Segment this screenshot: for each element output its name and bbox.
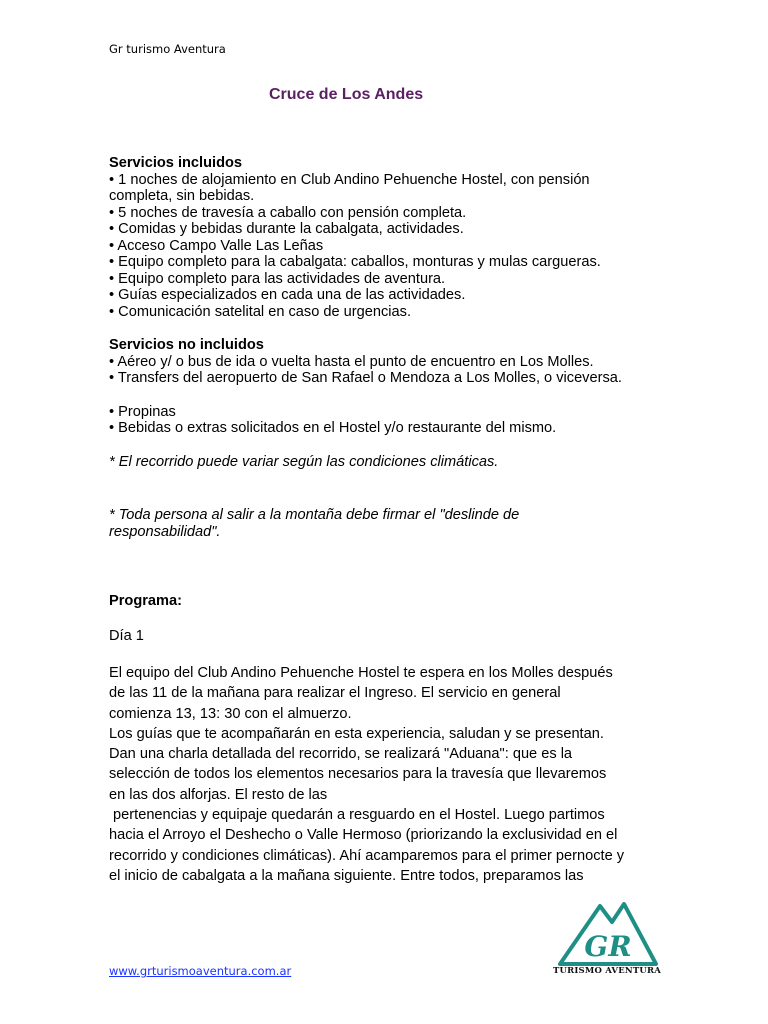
- program-paragraph: [109, 663, 669, 886]
- list-item: • Equipo completo para la cabalgata: caballos, monturas y mulas cargueras.: [109, 254, 601, 270]
- website-link[interactable]: www.grturismoaventura.com.ar: [109, 964, 292, 978]
- note-weather: * El recorrido puede variar según las condiciones climáticas.: [109, 453, 499, 470]
- list-item: • Comunicación satelital en caso de urgencias.: [109, 303, 412, 320]
- paragraph-line: Dan una charla detallada del recorrido, se realizará "Aduana": que es la: [109, 746, 573, 763]
- program-heading: Programa:: [109, 593, 182, 609]
- included-list: [109, 172, 669, 321]
- paragraph-line: Los guías que te acompañarán en esta experiencia, saludan y se presentan.: [109, 725, 604, 742]
- list-item: • Guías especializados en cada una de las actividades.: [109, 287, 466, 303]
- program-day: Día 1: [109, 627, 144, 644]
- paragraph-line: comienza 13, 13: 30 con el almuerzo.: [109, 705, 352, 722]
- note-line: responsabilidad".: [109, 523, 221, 540]
- paragraph-line: recorrido y condiciones climáticas). Ahí acamparemos para el primer pernocte y: [109, 847, 625, 864]
- paragraph-line: de las 11 de la mañana para realizar el Ingreso. El servicio en general: [109, 685, 561, 702]
- paragraph-line: en las dos alforjas. El resto de las: [109, 786, 328, 803]
- paragraph-line: selección de todos los elementos necesarios para la travesía que llevaremos: [109, 766, 607, 783]
- gr-logo: [552, 900, 662, 982]
- paragraph-line: el inicio de cabalgata a la mañana siguiente. Entre todos, preparamos las: [109, 867, 584, 884]
- document-body: [109, 155, 669, 886]
- page-header: Gr turismo Aventura: [109, 42, 226, 56]
- not-included-heading: Servicios no incluidos: [109, 337, 264, 353]
- logo-letters: GR: [584, 930, 632, 963]
- paragraph-line: pertenencias y equipaje quedarán a resguardo en el Hostel. Luego partimos: [109, 807, 605, 824]
- paragraph-line: El equipo del Club Andino Pehuenche Hostel te espera en los Molles después: [109, 665, 613, 681]
- note-line: * Toda persona al salir a la montaña debe firmar el "deslinde de: [109, 507, 520, 523]
- list-item: • Bebidas o extras solicitados en el Hostel y/o restaurante del mismo.: [109, 420, 557, 436]
- list-item: completa, sin bebidas.: [109, 188, 255, 204]
- list-item: • Comidas y bebidas durante la cabalgata, actividades.: [109, 221, 464, 237]
- list-item: • Propinas: [109, 403, 176, 420]
- list-item: • Transfers del aeropuerto de San Rafael o Mendoza a Los Molles, o viceversa.: [109, 370, 622, 386]
- list-item: • 1 noches de alojamiento en Club Andino Pehuenche Hostel, con pensión: [109, 171, 590, 188]
- list-item: • Aéreo y/ o bus de ida o vuelta hasta el punto de encuentro en Los Molles.: [109, 353, 594, 370]
- page-title: Cruce de Los Andes: [269, 86, 424, 103]
- list-item: • Equipo completo para las actividades de aventura.: [109, 270, 446, 287]
- note-waiver: [109, 507, 669, 540]
- mountain-logo-icon: [552, 900, 662, 968]
- included-heading: Servicios incluidos: [109, 155, 243, 171]
- list-item: • 5 noches de travesía a caballo con pensión completa.: [109, 204, 467, 221]
- not-included-list: [109, 354, 669, 387]
- logo-caption: TURISMO AVENTURA: [552, 966, 662, 976]
- not-included-extra-list: [109, 404, 669, 437]
- list-item: • Acceso Campo Valle Las Leñas: [109, 237, 324, 254]
- paragraph-line: hacia el Arroyo el Deshecho o Valle Hermoso (priorizando la exclusividad en el: [109, 827, 618, 844]
